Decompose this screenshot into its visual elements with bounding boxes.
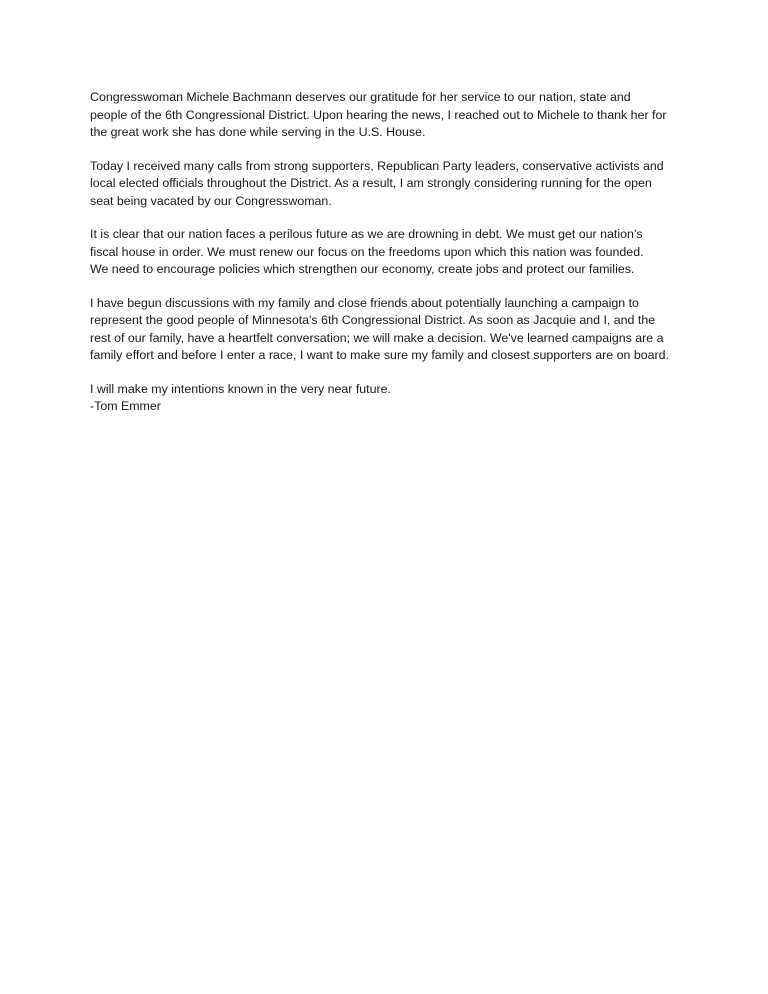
signature: -Tom Emmer xyxy=(90,399,161,413)
paragraph-family-discussion: I have begun discussions with my family and close friends about potentially launching a campaign to represent the good people of Minnesota's 6th Congressional District. As soon as Jacquie and I, and the rest of our family, have a heartfelt conversation; we will make a decision. We've learned campaigns are a family effort and before I enter a race, I want to make sure my family and closest supporters are on board. xyxy=(90,295,669,362)
paragraph-fiscal-policy: It is clear that our nation faces a perilous future as we are drowning in debt. We must get our nation’s fiscal house in order. We must renew our focus on the freedoms upon which this nation was founded. We need to encourage policies which strengthen our economy, create jobs and protect our families. xyxy=(90,227,644,276)
paragraph-considering-run: Today I received many calls from strong supporters, Republican Party leaders, conservative activists and local elected officials throughout the District. As a result, I am strongly considering running for the open seat being vacated by our Congresswoman. xyxy=(90,158,664,208)
letter-body xyxy=(90,89,690,416)
closing-line: I will make my intentions known in the very near future. xyxy=(90,381,391,396)
paragraph-gratitude: Congresswoman Michele Bachmann deserves our gratitude for her service to our nation, state and people of the 6th Congressional District. Upon hearing the news, I reached out to Michele to thank her for the great work she has done while serving in the U.S. House. xyxy=(90,90,667,139)
